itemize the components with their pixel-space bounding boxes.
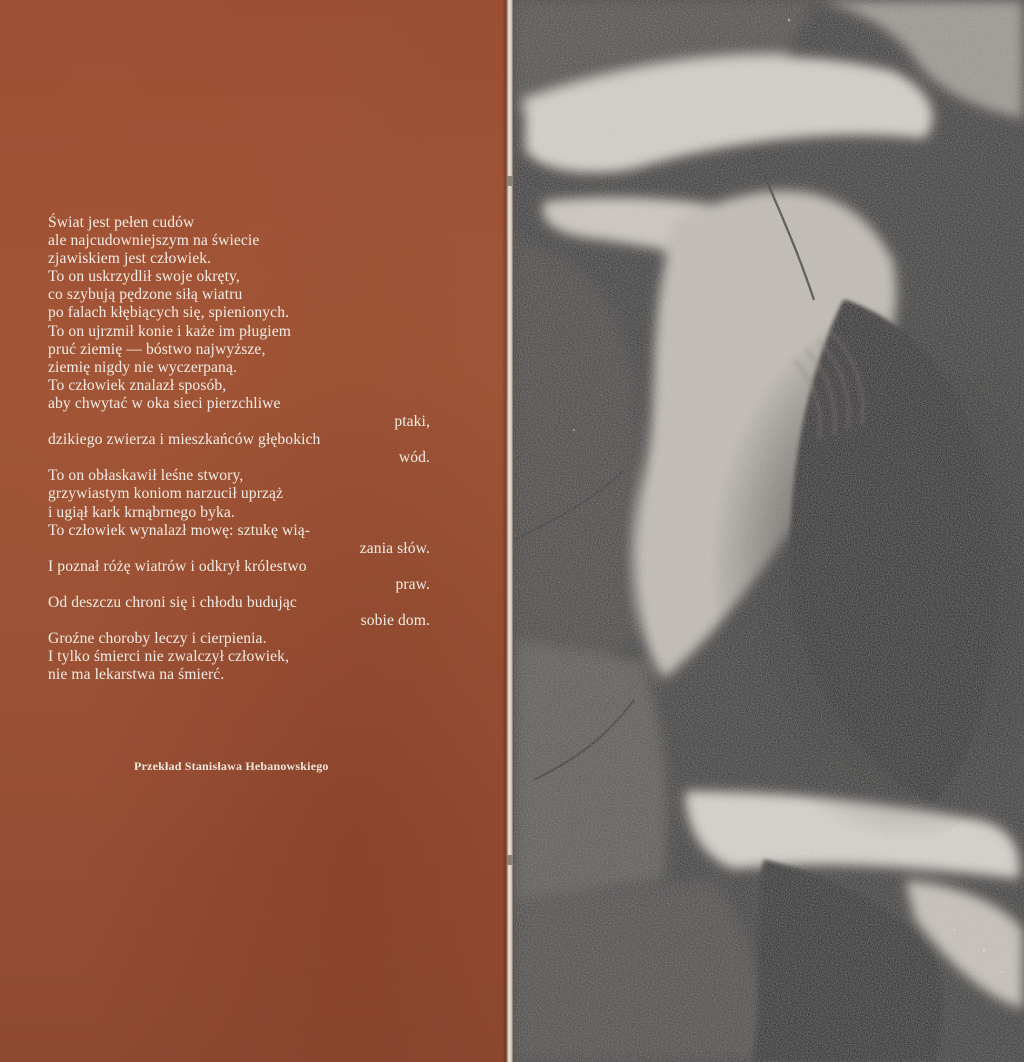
poem-line: ziemię nigdy nie wyczerpaną. — [48, 358, 237, 376]
poem-line: To on uskrzydlił swoje okręty, — [48, 268, 240, 286]
poem-line: Świat jest pełen cudów — [48, 214, 195, 231]
translator-credit: Przekład Stanisława Hebanowskiego — [134, 759, 329, 773]
right-page-photo — [514, 0, 1024, 1062]
binding-staple — [507, 176, 513, 186]
poem-line: I poznał różę wiatrów i odkrył królestwo — [48, 557, 307, 575]
poem-line: co szybują pędzone siłą wiatru — [48, 286, 243, 304]
poem-line: To on ujrzmił konie i każe im pługiem — [48, 322, 291, 340]
poem-line: pruć ziemię — bóstwo najwyższe, — [48, 340, 266, 358]
poem-line: To człowiek wynalazł mowę: sztukę wią- — [48, 521, 311, 539]
poem-line: i ugiął kark krnąbrnego byka. — [48, 503, 235, 521]
poem-line: Od deszczu chroni się i chłodu budując — [48, 593, 297, 611]
poem-text — [48, 214, 430, 684]
book-gutter — [506, 0, 514, 1062]
poem-line: dzikiego zwierza i mieszkańców głębokich — [48, 431, 321, 449]
poem-line: nie ma lekarstwa na śmierć. — [48, 666, 225, 684]
sculpture-photo — [514, 0, 1024, 1062]
poem-line: po falach kłębiących się, spienionych. — [48, 304, 290, 322]
poem-line-continuation: ptaki, — [394, 413, 430, 431]
poem-line: To on obłaskawił leśne stwory, — [48, 467, 244, 485]
poem-line: grzywiastym koniom narzucił uprząż — [48, 485, 284, 503]
poem-line: Groźne choroby leczy i cierpienia. — [48, 630, 267, 648]
poem-line-continuation: zania słów. — [359, 539, 430, 557]
poem-line: aby chwytać w oka sieci pierzchliwe — [48, 394, 281, 412]
poem-line: ale najcudowniejszym na świecie — [48, 232, 260, 250]
binding-staple — [507, 855, 513, 865]
poem-line: I tylko śmierci nie zwalczył człowiek, — [48, 648, 290, 666]
poem-line-continuation: praw. — [395, 575, 430, 593]
poem-line: zjawiskiem jest człowiek. — [48, 250, 212, 268]
poem-line-continuation: sobie dom. — [360, 612, 430, 630]
poem-line: To człowiek znalazł sposób, — [48, 376, 227, 394]
left-page — [0, 0, 508, 1062]
poem-line-continuation: wód. — [398, 449, 430, 467]
